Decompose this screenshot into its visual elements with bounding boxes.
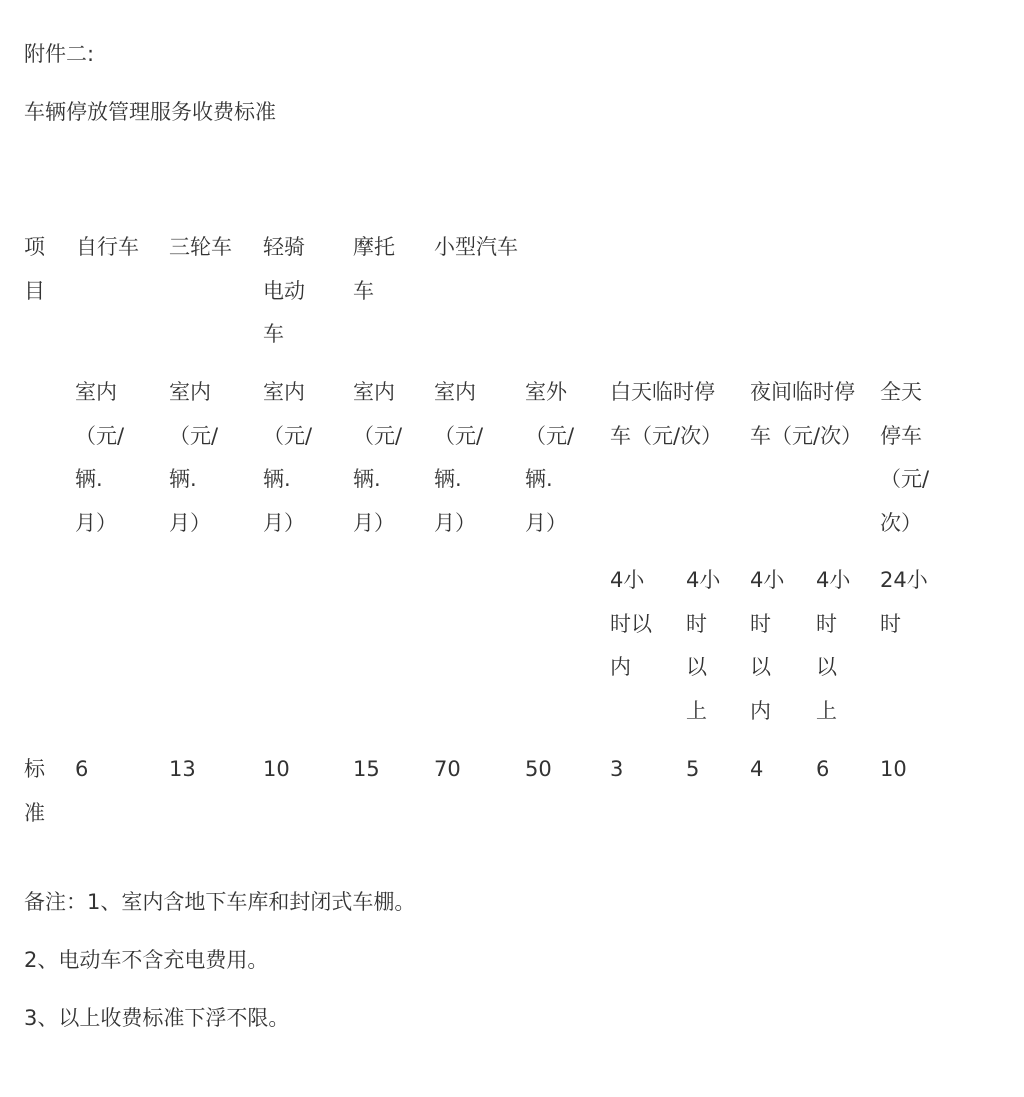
header-car-outdoor: 室外（元/辆.月） bbox=[525, 380, 575, 535]
standard-night-within: 4 bbox=[750, 757, 764, 781]
header-night-within-4h: 4小时以内 bbox=[750, 568, 785, 723]
header-light-ebike: 轻骑电动车 bbox=[263, 235, 305, 346]
doc-title: 车辆停放管理服务收费标准 bbox=[24, 100, 276, 124]
header-motorcycle: 摩托车 bbox=[353, 235, 395, 303]
header-day-within-4h: 4小时以内 bbox=[610, 568, 652, 679]
header-full-24h: 24小时 bbox=[880, 568, 928, 636]
standard-bicycle: 6 bbox=[75, 757, 89, 781]
attachment-label: 附件二: bbox=[24, 42, 95, 66]
standard-tricycle: 13 bbox=[169, 757, 196, 781]
standard-day-within: 3 bbox=[610, 757, 624, 781]
standard-night-over: 6 bbox=[816, 757, 830, 781]
header-day-temp: 白天临时停车（元/次） bbox=[610, 380, 723, 448]
header-item: 项目 bbox=[24, 235, 45, 303]
standard-day-over: 5 bbox=[686, 757, 700, 781]
header-tricycle-indoor: 室内（元/辆.月） bbox=[169, 380, 219, 535]
header-bicycle-indoor: 室内（元/辆.月） bbox=[75, 380, 125, 535]
header-tricycle: 三轮车 bbox=[169, 235, 232, 259]
header-bicycle: 自行车 bbox=[76, 235, 139, 259]
note-2: 2、电动车不含充电费用。 bbox=[24, 948, 269, 972]
header-moto-indoor: 室内（元/辆.月） bbox=[353, 380, 403, 535]
standard-car-indoor: 70 bbox=[434, 757, 461, 781]
header-small-car: 小型汽车 bbox=[434, 235, 518, 259]
header-car-indoor: 室内（元/辆.月） bbox=[434, 380, 484, 535]
standard-label: 标准 bbox=[24, 757, 45, 825]
header-ebike-indoor: 室内（元/辆.月） bbox=[263, 380, 313, 535]
standard-ebike: 10 bbox=[263, 757, 290, 781]
standard-car-outdoor: 50 bbox=[525, 757, 552, 781]
header-full-day: 全天停车（元/次） bbox=[880, 380, 930, 535]
note-3: 3、以上收费标准下浮不限。 bbox=[24, 1006, 290, 1030]
note-1: 备注：1、室内含地下车库和封闭式车棚。 bbox=[24, 890, 416, 914]
standard-full-24h: 10 bbox=[880, 757, 907, 781]
header-night-over-4h: 4小时以上 bbox=[816, 568, 851, 723]
header-night-temp: 夜间临时停车（元/次） bbox=[750, 380, 863, 448]
header-day-over-4h: 4小时以上 bbox=[686, 568, 721, 723]
standard-moto: 15 bbox=[353, 757, 380, 781]
